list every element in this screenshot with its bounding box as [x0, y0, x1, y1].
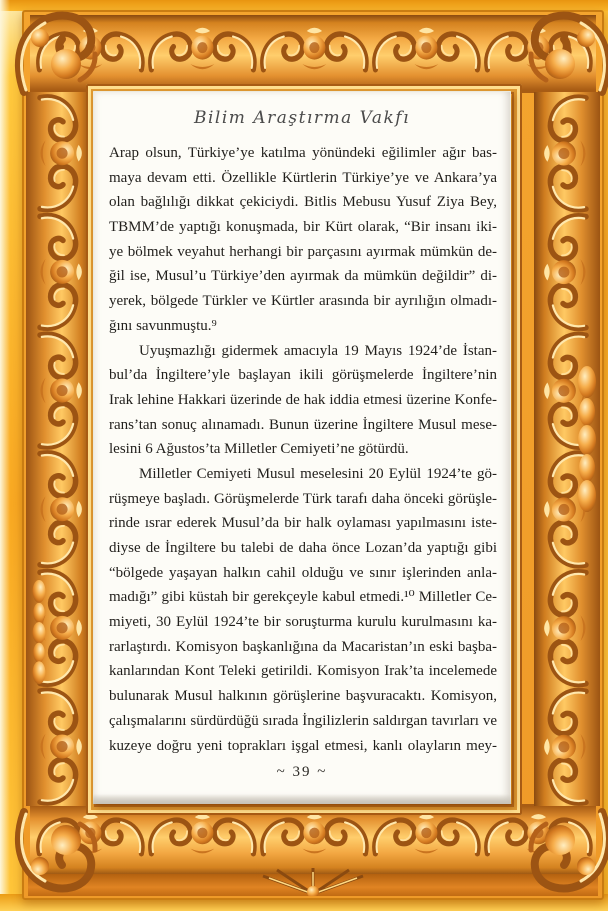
text-line: madığı” gibi küstah bir gerekçeyle kabul etmedi.¹⁰ Milletler Ce-	[109, 589, 497, 606]
text-line: rüşmeye başladı. Görüşmelerde Türk tarafı daha önceki görüşle-	[109, 490, 497, 507]
text-line: rarlaştırdı. Komisyon başkanlığına da Macaristan’ın eski başba-	[109, 638, 497, 655]
text-line: ye bölmek veyahut herhangi bir parçasını ayırmak mümkün de-	[109, 243, 497, 260]
text-line: miyeti, 30 Eylül 1924’te bir soruşturma kurulu kurulmasını ka-	[109, 614, 497, 631]
text-line: bul’da İngiltere’yle başlayan ikili görüşmelerde İngiltere’nin	[109, 367, 497, 384]
frame-band-bottom	[30, 804, 596, 878]
text-line: yerek, bölgede Türkler ve Kürtler arasında bir ayrılığın olmadı-	[109, 293, 497, 310]
text-line: kanlarından Kont Teleki getirildi. Komisyon Irak’ta incelemede	[109, 663, 497, 680]
photo-left-edge	[0, 0, 10, 911]
page-number: ~ 39 ~	[276, 764, 328, 780]
frame-band-left	[26, 92, 92, 806]
text-line: ğını savunmuştu.⁹	[109, 317, 217, 334]
text-line: ğil ise, Musul’u Türkiye’den ayırmak da mümkün değildir” di-	[109, 268, 497, 285]
frame-side-medallion	[575, 362, 599, 521]
text-line: TBMM’de yaptığı konuşmada, bir Kürt olarak, “Bir insanı iki-	[109, 219, 497, 236]
frame-corner-ornament	[524, 8, 608, 100]
page-header-script: Bilim Araştırma Vakfı	[193, 108, 411, 128]
frame-corner-ornament	[524, 804, 608, 896]
text-line: çalışmalarını sürdürdüğü sırada İngilizlerin saldırgan tavırları ve	[109, 712, 497, 729]
text-line: lesini 6 Ağustos’ta Milletler Cemiyeti’ne götürdü.	[109, 441, 409, 458]
text-line: Milletler Cemiyeti Musul meselesini 20 Eylül 1924’te gö-	[139, 465, 497, 482]
frame-band-top	[30, 15, 596, 93]
text-line: Uyuşmazlığı gidermek amacıyla 19 Mayıs 1924’de İstan-	[139, 342, 497, 359]
body-text	[109, 141, 497, 758]
text-line: rinde ısrar ederek Musul’da bir halk oylaması yapılmasını iste-	[109, 515, 497, 532]
frame-corner-ornament	[10, 804, 102, 896]
book-page	[93, 91, 511, 804]
text-line: Irak lehine Hakkari üzerinde de hak iddia etmesi üzerine Konfe-	[109, 391, 497, 408]
text-line: bulunarak Musul halkının görüşlerine başvuracaktı. Komisyon,	[109, 688, 497, 705]
frame-bottom-strip	[28, 874, 598, 896]
text-line: “bölgede yaşayan halkın cahil olduğu ve sınır işlerinden anla-	[109, 564, 497, 581]
text-line: maya devam etti. Özellikle Kürtlerin Türkiye’ye ve Ankara’ya	[109, 169, 497, 186]
text-line: olan bağlılığı dikkat çekiciydi. Bitlis Mebusu Yusuf Ziya Bey,	[109, 194, 497, 211]
text-line: Arap olsun, Türkiye’ye katılma yönündeki eğilimler ağır bas-	[109, 145, 497, 161]
text-line: rans’tan sonuç alınamadı. Bunun üzerine İngiltere Musul mese-	[109, 416, 497, 433]
frame-side-medallion	[27, 577, 51, 692]
text-line: kuzeye doğru yeni toprakları işgal etmesi, kanlı olayların mey-	[109, 737, 497, 754]
text-line: diyse de İngiltere bu talebi de daha önce Lozan’da yaptığı gibi	[109, 540, 497, 556]
